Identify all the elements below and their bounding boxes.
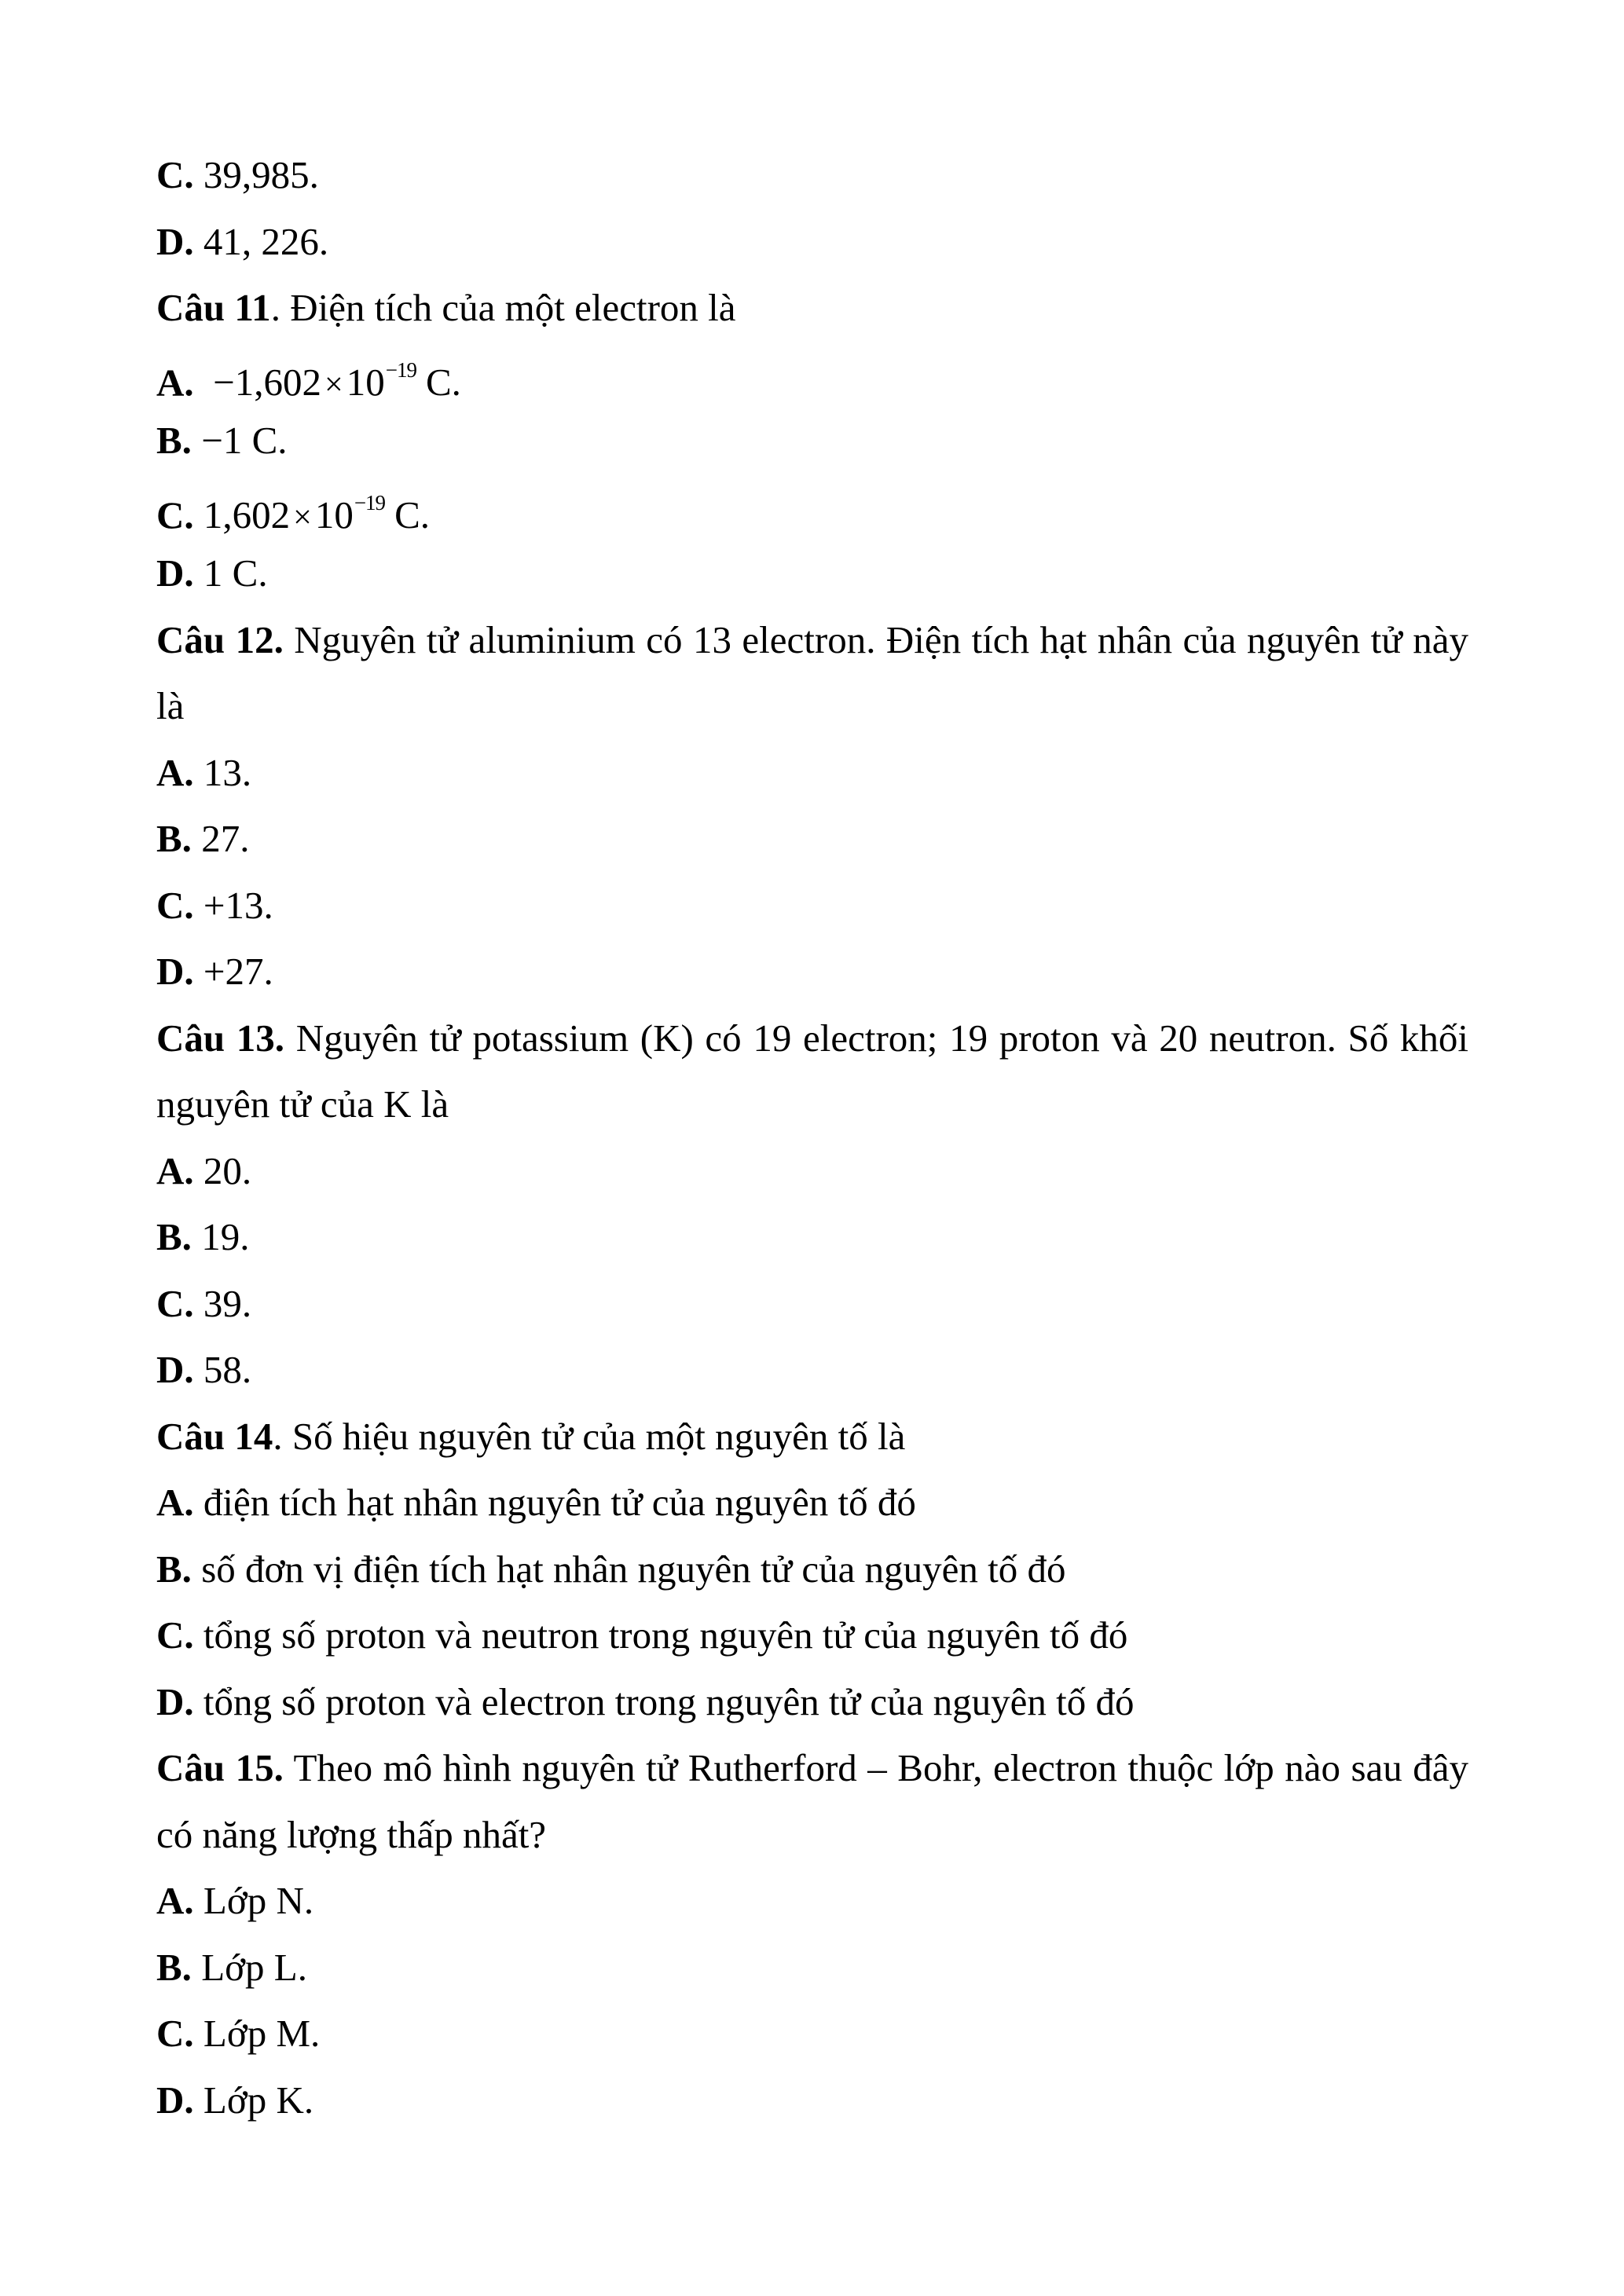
question-13-option-a [156, 1138, 1468, 1205]
document-page [156, 142, 1468, 2133]
option-label: A. [156, 1879, 194, 1922]
option-label: C. [156, 883, 194, 927]
option-label: C. [156, 1281, 194, 1325]
question-14-stem [156, 1404, 1468, 1470]
option-text: 19. [191, 1215, 250, 1258]
option-text: 41, 226. [193, 219, 329, 263]
question-15-option-c [156, 2001, 1468, 2067]
option-label: B. [156, 1547, 192, 1591]
option-label: B. [156, 1945, 192, 1989]
option-label: B. [156, 419, 192, 462]
question-separator [284, 1016, 296, 1060]
question-11-option-b [156, 408, 1468, 474]
option-d-prev [156, 209, 1468, 276]
times-symbol: × [324, 366, 343, 403]
math-base: 10 [314, 493, 354, 536]
math-base: 10 [346, 360, 385, 404]
question-number: Câu 12. [156, 617, 284, 661]
question-13-option-c [156, 1271, 1468, 1338]
question-14-option-c [156, 1602, 1468, 1669]
question-text: nguyên tử của K là [156, 1082, 449, 1126]
question-text: Nguyên tử aluminium có 13 electron. Điện tích hạt nhân của nguyên tử này [294, 617, 1469, 661]
question-13-stem-line-1 [156, 1005, 1468, 1072]
question-number: Câu 14 [156, 1414, 273, 1458]
option-label: D. [156, 950, 194, 993]
question-11-option-c [156, 474, 1468, 541]
math-coefficient: 1,602 [203, 493, 291, 536]
question-11-option-a [156, 342, 1468, 408]
option-text: Lớp M. [193, 2012, 321, 2055]
question-separator [284, 618, 294, 661]
math-unit: C. [394, 493, 430, 536]
question-text: là [156, 684, 185, 727]
question-13-stem-line-2 [156, 1071, 1468, 1138]
option-text: 1 C. [193, 551, 268, 595]
question-15-option-a [156, 1868, 1468, 1935]
question-11-stem [156, 275, 1468, 342]
option-label: C. [156, 1613, 194, 1657]
option-c-prev [156, 142, 1468, 209]
math-coefficient: −1,602 [213, 360, 322, 404]
question-number: Câu 13. [156, 1016, 285, 1060]
question-11-option-d [156, 540, 1468, 607]
question-15-option-d [156, 2067, 1468, 2134]
question-separator: . [270, 286, 291, 329]
math-exponent: −19 [354, 490, 386, 514]
option-label: D. [156, 219, 194, 263]
question-separator [284, 1746, 294, 1789]
option-label: C. [156, 493, 194, 536]
option-label: A. [156, 750, 194, 794]
option-text: số đơn vị điện tích hạt nhân nguyên tử của nguyên tố đó [191, 1547, 1066, 1591]
option-text: 27. [191, 817, 250, 860]
option-label: C. [156, 2012, 194, 2055]
option-text: 20. [193, 1148, 252, 1192]
math-unit: C. [425, 360, 461, 404]
option-text: 39,985. [193, 153, 319, 196]
option-text: 13. [193, 750, 252, 794]
question-12-option-d [156, 939, 1468, 1005]
option-label: A. [156, 360, 194, 404]
option-text: điện tích hạt nhân nguyên tử của nguyên tố đó [193, 1481, 916, 1524]
option-text: +27. [193, 950, 273, 993]
question-14-option-d [156, 1669, 1468, 1736]
times-symbol: × [293, 499, 312, 536]
question-text: Số hiệu nguyên tử của một nguyên tố là [291, 1414, 906, 1458]
question-number: Câu 15. [156, 1746, 284, 1789]
option-label: C. [156, 153, 194, 196]
option-text: −1 C. [191, 419, 288, 462]
question-12-option-b [156, 806, 1468, 873]
question-15-option-b [156, 1935, 1468, 2001]
option-text: 39. [193, 1281, 252, 1325]
question-12-option-a [156, 740, 1468, 807]
option-text: Lớp N. [193, 1879, 314, 1922]
question-text: Điện tích của một electron là [290, 286, 736, 329]
option-label: D. [156, 1679, 194, 1723]
option-label: D. [156, 551, 194, 595]
question-separator: . [273, 1414, 292, 1458]
option-label: B. [156, 1215, 192, 1258]
question-number: Câu 11 [156, 286, 271, 329]
option-label: A. [156, 1148, 194, 1192]
option-text: 58. [193, 1348, 252, 1391]
option-label: D. [156, 1348, 194, 1391]
question-12-stem-line-2 [156, 673, 1468, 740]
question-14-option-a [156, 1470, 1468, 1536]
question-15-stem-line-1 [156, 1735, 1468, 1802]
math-exponent: −19 [385, 357, 416, 382]
question-15-stem-line-2 [156, 1802, 1468, 1869]
option-text: tổng số proton và electron trong nguyên tử của nguyên tố đó [193, 1679, 1135, 1723]
question-text: có năng lượng thấp nhất? [156, 1812, 547, 1856]
question-text: Nguyên tử potassium (K) có 19 electron; 19 proton và 20 neutron. Số khối [295, 1016, 1469, 1060]
math-expression [213, 357, 461, 404]
question-text: Theo mô hình nguyên tử Rutherford – Bohr, electron thuộc lớp nào sau đây [293, 1746, 1468, 1789]
option-text: Lớp K. [193, 2078, 314, 2122]
option-label: D. [156, 2078, 194, 2122]
option-label: A. [156, 1481, 194, 1524]
option-label: B. [156, 817, 192, 860]
math-expression [203, 490, 430, 536]
option-text: Lớp L. [191, 1945, 307, 1989]
option-text: +13. [193, 883, 273, 927]
question-13-option-d [156, 1337, 1468, 1404]
question-13-option-b [156, 1204, 1468, 1271]
question-12-stem-line-1 [156, 607, 1468, 674]
question-14-option-b [156, 1536, 1468, 1603]
option-text: tổng số proton và neutron trong nguyên tử của nguyên tố đó [193, 1613, 1128, 1657]
question-12-option-c [156, 873, 1468, 939]
